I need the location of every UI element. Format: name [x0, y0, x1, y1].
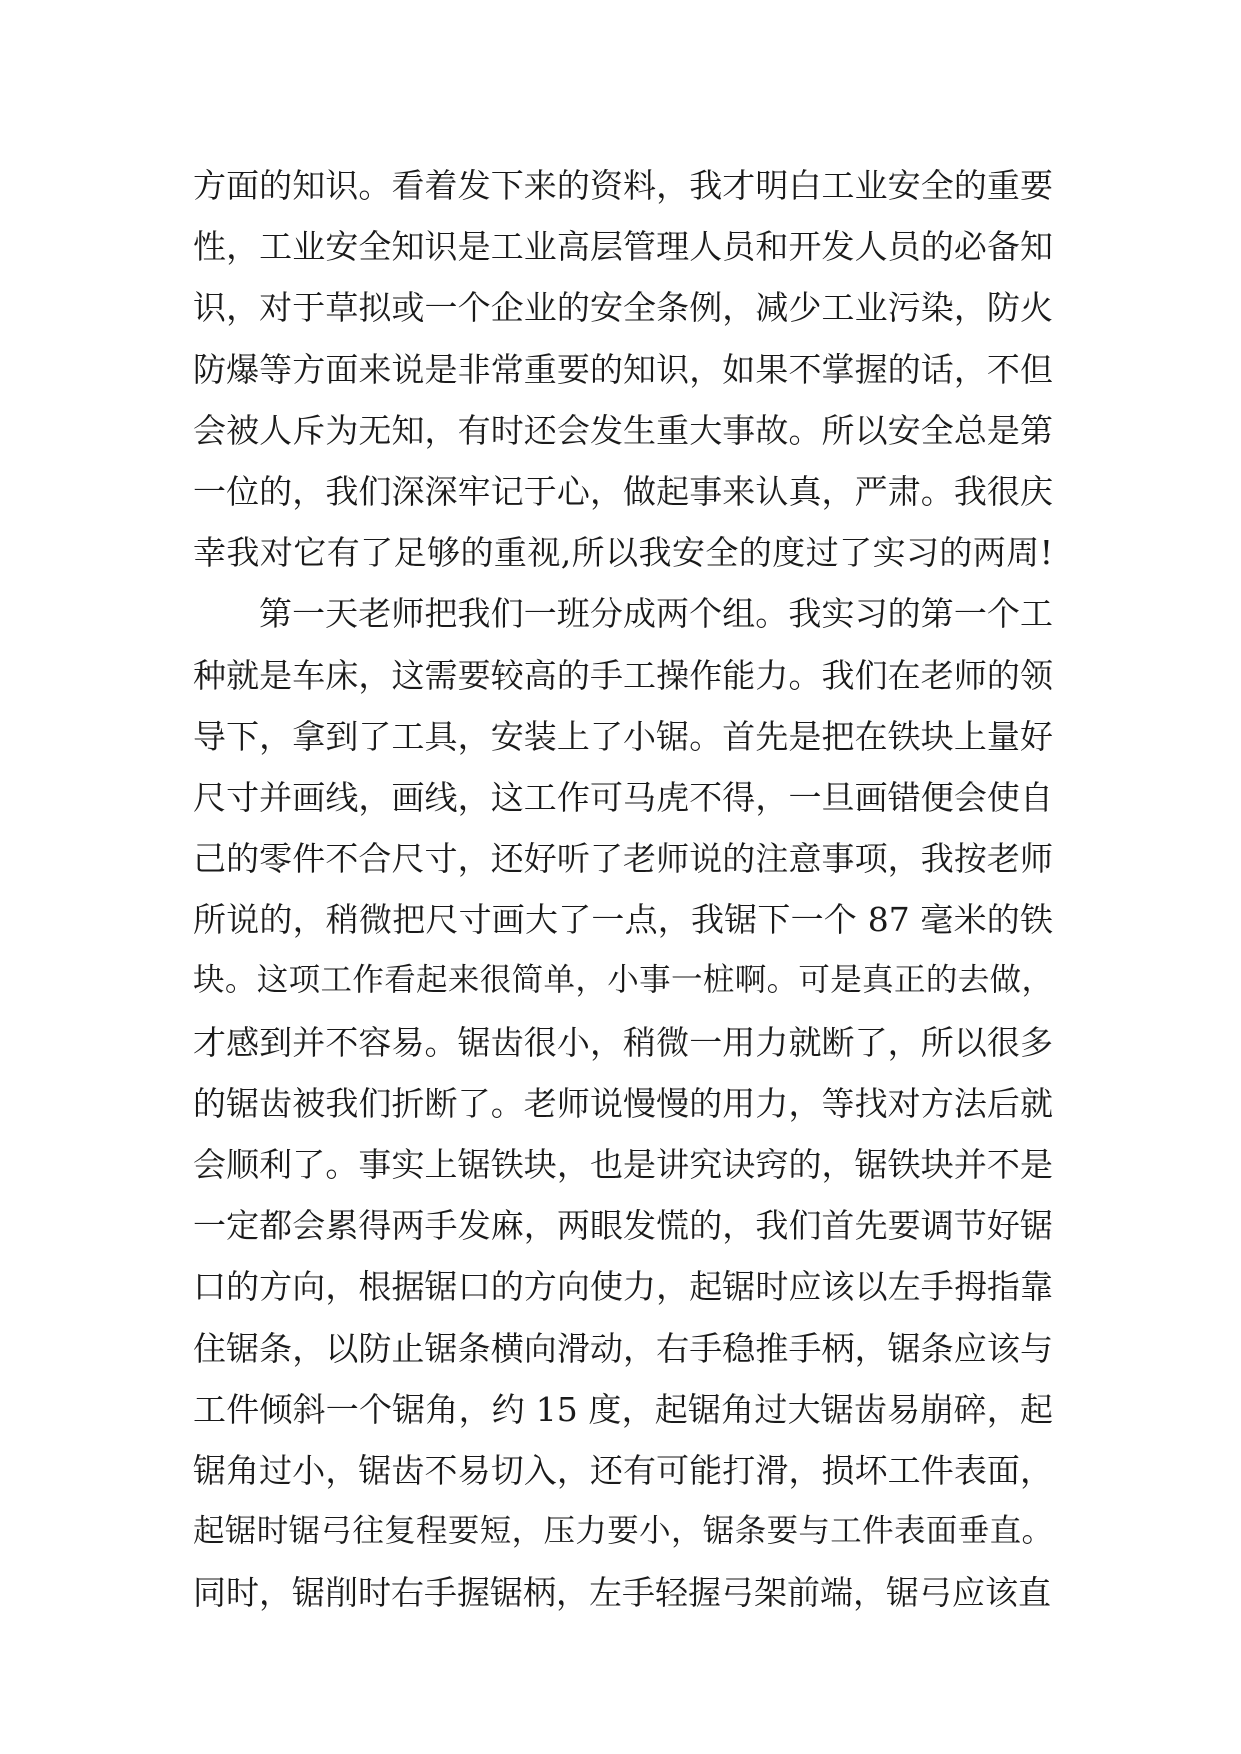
- text-line: 的锯齿被我们折断了。老师说慢慢的用力，等找对方法后就: [193, 1083, 1053, 1123]
- text-line: 种就是车床，这需要较高的手工操作能力。我们在老师的领: [193, 655, 1053, 695]
- text-line: 一定都会累得两手发麻，两眼发慌的，我们首先要调节好锯: [193, 1206, 1053, 1246]
- text-line: 尺寸并画线，画线，这工作可马虎不得，一旦画错便会使自: [193, 777, 1053, 817]
- text-line: 起锯时锯弓往复程要短，压力要小，锯条要与工件表面垂直。: [193, 1513, 1053, 1550]
- paragraph-start-line: 第一天老师把我们一班分成两个组。我实习的第一个工: [259, 594, 1053, 634]
- text-line: 性，工业安全知识是工业高层管理人员和开发人员的必备知: [193, 227, 1053, 267]
- text-line: 所说的，稍微把尺寸画大了一点，我锯下一个 87 毫米的铁: [193, 900, 1053, 940]
- text-line: 幸我对它有了足够的重视,所以我安全的度过了实习的两周!: [193, 533, 1053, 573]
- text-line: 锯角过小，锯齿不易切入，还有可能打滑，损坏工件表面，: [193, 1450, 1053, 1490]
- text-line: 识，对于草拟或一个企业的安全条例，减少工业污染，防火: [193, 288, 1053, 328]
- text-line: 己的零件不合尺寸，还好听了老师说的注意事项，我按老师: [193, 839, 1053, 879]
- text-line: 会被人斥为无知，有时还会发生重大事故。所以安全总是第: [193, 410, 1053, 450]
- text-line: 会顺利了。事实上锯铁块，也是讲究诀窍的，锯铁块并不是: [193, 1145, 1053, 1184]
- text-line: 防爆等方面来说是非常重要的知识，如果不掌握的话，不但: [193, 349, 1053, 389]
- text-line: 导下，拿到了工具，安装上了小锯。首先是把在铁块上量好: [193, 716, 1053, 756]
- text-line: 同时，锯削时右手握锯柄，左手轻握弓架前端，锯弓应该直: [193, 1573, 1051, 1613]
- text-line: 块。这项工作看起来很简单，小事一桩啊。可是真正的去做，: [193, 962, 1053, 999]
- text-line: 住锯条，以防止锯条横向滑动，右手稳推手柄，锯条应该与: [193, 1328, 1053, 1368]
- text-line: 才感到并不容易。锯齿很小，稍微一用力就断了，所以很多: [193, 1022, 1053, 1062]
- body-text: [193, 155, 1053, 1624]
- text-line: 工件倾斜一个锯角，约 15 度，起锯角过大锯齿易崩碎，起: [193, 1389, 1053, 1429]
- text-line: 一位的，我们深深牢记于心，做起事来认真，严肃。我很庆: [193, 471, 1053, 511]
- text-line: 方面的知识。看着发下来的资料，我才明白工业安全的重要: [193, 166, 1053, 205]
- text-line: 口的方向，根据锯口的方向使力，起锯时应该以左手拇指靠: [193, 1267, 1053, 1307]
